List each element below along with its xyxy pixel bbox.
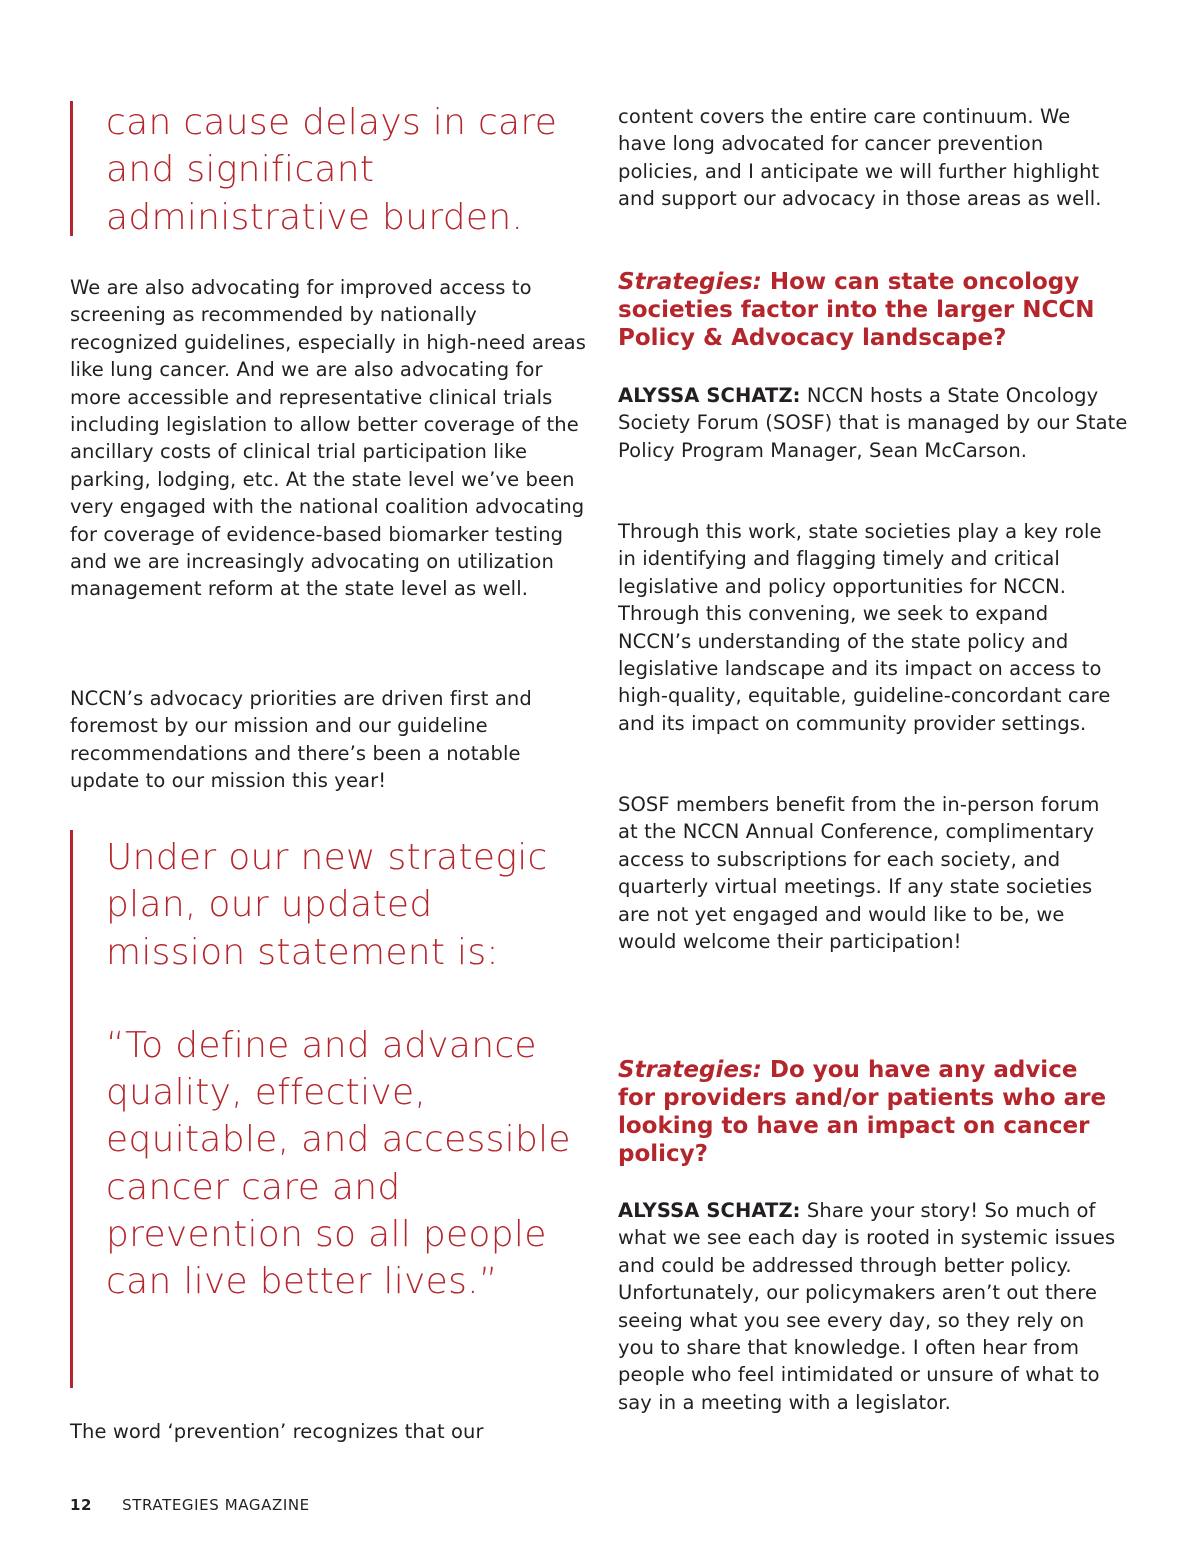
answer-2-speaker: ALYSSA SCHATZ:	[618, 1199, 801, 1222]
right-paragraph-3: SOSF members benefit from the in-person forum at the NCCN Annual Conference, complimentary access to subscriptions for each society, and quarterly virtual meetings. If any state societies are not yet engaged and would like to be, we would welcome their participation!	[618, 793, 1100, 954]
right-paragraph-1: content covers the entire care continuum. We have long advocated for cancer prevention policies, and I anticipate we will further highlight and support our advocacy in those areas as well.	[618, 105, 1102, 211]
answer-2-text: Share your story! So much of what we see each day is rooted in systemic issues and could be addressed through better policy. Unfortunately, our policymakers aren’t out there seeing what you see every day, so they rely on you to share that knowledge. I often hear from people who feel intimidated or unsure of what to say in a meeting with a legislator.	[618, 1199, 1116, 1414]
page-footer	[70, 1496, 310, 1514]
question-2-heading	[618, 1056, 1118, 1168]
left-paragraph-3: The word ‘prevention’ recognizes that our	[70, 1420, 484, 1443]
question-1-text: How can state oncology societies factor into the larger NCCN Policy & Advocacy landscape?	[618, 269, 1095, 351]
pull-quote-top-text: can cause delays in care and significant administrative burden.	[106, 102, 558, 238]
left-paragraph-1: We are also advocating for improved access to screening as recommended by nationally recognized guidelines, especially in high-need areas like lung cancer. And we are also advocating for more accessible and representative clinical trials including legislation to allow better coverage of the ancillary costs of clinical trial participation like parking, lodging, etc. At the state level we’ve been very engaged with the national coalition advocating for coverage of evidence-based biomarker testing and we are increasingly advocating on utilization management reform at the state level as well.	[70, 276, 586, 601]
left-paragraph-2: NCCN’s advocacy priorities are driven first and foremost by our mission and our guideline recommendations and there’s been a notable update to our mission this year!	[70, 687, 532, 793]
page-number: 12	[70, 1496, 93, 1514]
answer-1-text: NCCN hosts a State Oncology Society Forum (SOSF) that is managed by our State Policy Program Manager, Sean McCarson.	[618, 384, 1128, 462]
pull-quote-spacer	[106, 976, 576, 1022]
right-paragraph-2: Through this work, state societies play a key role in identifying and flagging timely and critical legislative and policy opportunities for NCCN. Through this convening, we seek to expand NCCN’s understanding of the state policy and legislative landscape and its impact on access to high-quality, equitable, guideline-concordant care and its impact on community provider settings.	[618, 520, 1111, 735]
answer-1	[618, 382, 1138, 464]
pull-quote-mission	[70, 830, 576, 1388]
pull-quote-top	[70, 101, 576, 236]
question-1-heading	[618, 268, 1118, 352]
question-2-text: Do you have any advice for providers and/or patients who are looking to have an impact on cancer policy?	[618, 1057, 1107, 1167]
question-2-lead: Strategies:	[618, 1057, 762, 1083]
answer-1-speaker: ALYSSA SCHATZ:	[618, 384, 801, 407]
publication-name: STRATEGIES MAGAZINE	[122, 1496, 310, 1514]
pull-quote-intro: Under our new strategic plan, our updated mission statement is:	[106, 837, 548, 973]
question-1-lead: Strategies:	[618, 269, 762, 295]
answer-2	[618, 1197, 1118, 1416]
mission-statement: “To define and advance quality, effective, equitable, and accessible cancer care and prevention so all people can live better lives.”	[106, 1024, 571, 1303]
